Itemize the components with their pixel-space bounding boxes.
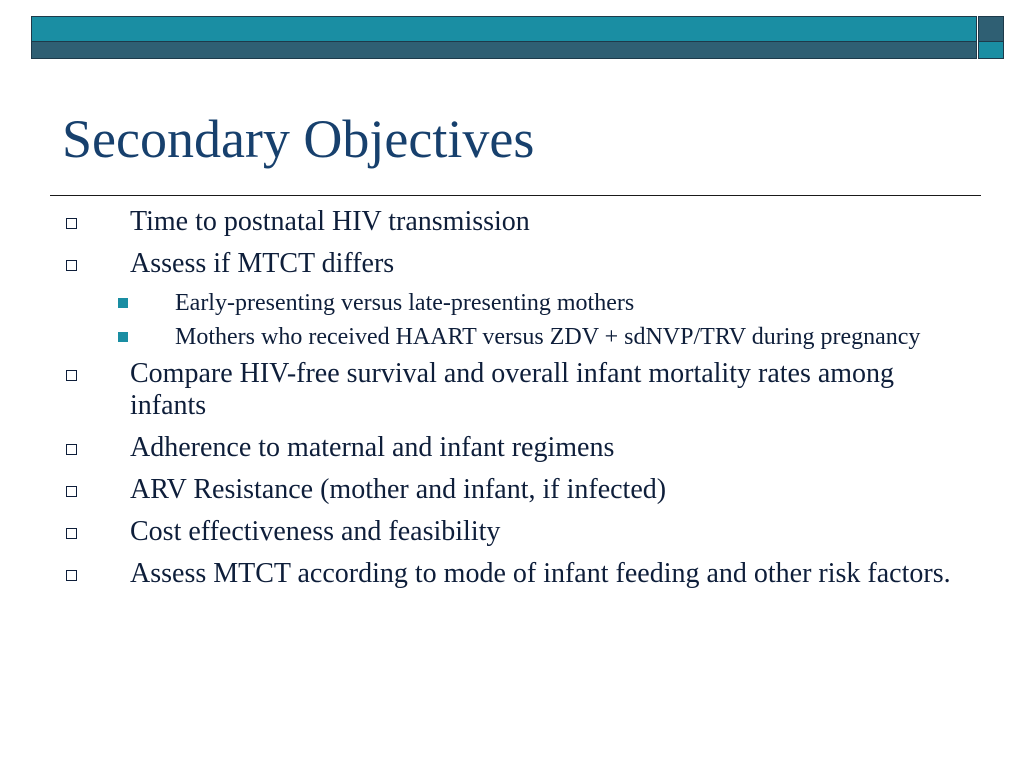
hollow-square-bullet-icon (66, 570, 77, 581)
filled-square-bullet-icon (118, 332, 128, 342)
bullet-item (0, 516, 1024, 548)
hollow-square-bullet-icon (66, 260, 77, 271)
header-corner-block-bottom (978, 42, 1004, 59)
bullet-text: ARV Resistance (mother and infant, if infected) (130, 474, 667, 505)
bullet-item (0, 206, 1024, 238)
bullet-item (0, 558, 1024, 590)
header-accent-band (31, 16, 977, 42)
sub-bullet-text: Mothers who received HAART versus ZDV + sdNVP/TRV during pregnancy (175, 324, 921, 350)
bullet-item (0, 432, 1024, 464)
sub-bullet-item (0, 324, 1024, 350)
sub-bullet-text: Early-presenting versus late-presenting mothers (175, 290, 635, 316)
bullet-text: Compare HIV-free survival and overall infant mortality rates among infants (130, 358, 895, 421)
hollow-square-bullet-icon (66, 528, 77, 539)
bullet-item (0, 248, 1024, 280)
header-corner-block-top (978, 16, 1004, 42)
bullet-text: Time to postnatal HIV transmission (130, 206, 530, 237)
bullet-text: Assess if MTCT differs (130, 248, 395, 279)
bullet-text: Adherence to maternal and infant regimens (130, 432, 615, 463)
header-dark-band (31, 42, 977, 59)
sub-bullet-item (0, 290, 1024, 316)
slide-title: Secondary Objectives (62, 109, 535, 169)
hollow-square-bullet-icon (66, 370, 77, 381)
bullet-item (0, 358, 1024, 422)
bullet-list (0, 206, 1024, 600)
bullet-item (0, 474, 1024, 506)
hollow-square-bullet-icon (66, 444, 77, 455)
bullet-text: Cost effectiveness and feasibility (130, 516, 501, 547)
title-divider (50, 195, 981, 196)
filled-square-bullet-icon (118, 298, 128, 308)
hollow-square-bullet-icon (66, 218, 77, 229)
hollow-square-bullet-icon (66, 486, 77, 497)
bullet-text: Assess MTCT according to mode of infant feeding and other risk factors. (130, 558, 951, 589)
